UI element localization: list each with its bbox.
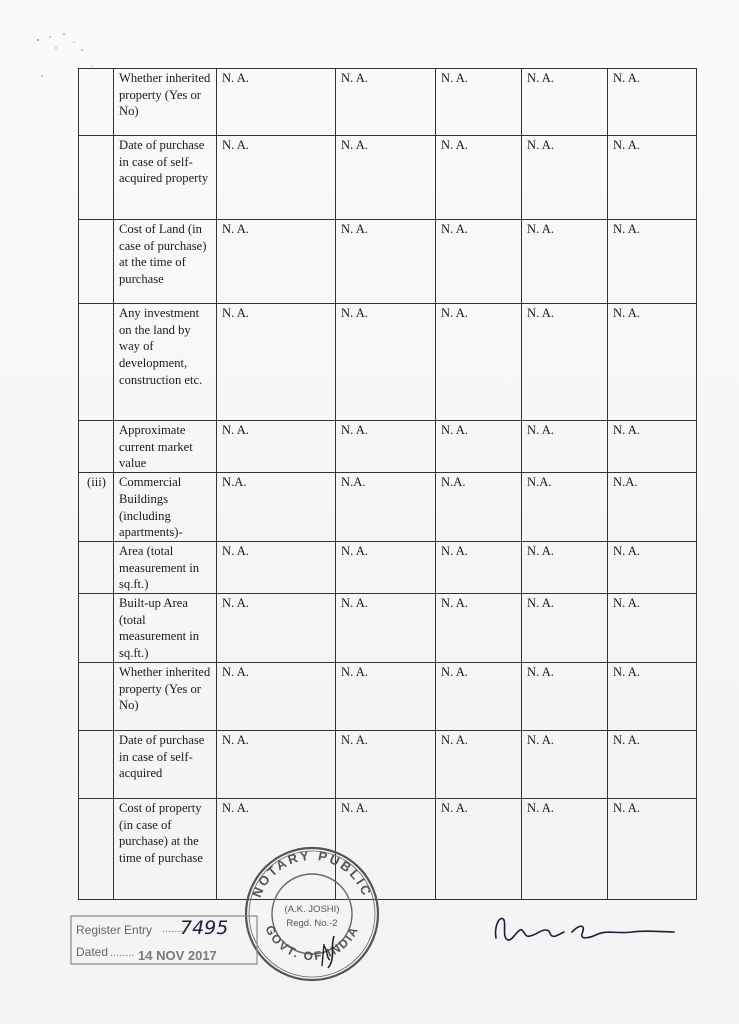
value-cell: N.A. — [522, 473, 608, 542]
value-cell: N. A. — [336, 594, 436, 663]
row-number-cell — [79, 541, 114, 593]
value-cell: N. A. — [608, 798, 697, 899]
row-label-cell: Built-up Area (total measurement in sq.ft.) — [114, 594, 217, 663]
value-cell: N. A. — [608, 136, 697, 220]
value-cell: N. A. — [522, 662, 608, 730]
table-row — [79, 541, 697, 593]
row-label-cell: Any investment on the land by way of development, construction etc. — [114, 304, 217, 421]
register-entry-number: 7495 — [180, 917, 229, 939]
value-cell: N.A. — [608, 473, 697, 542]
value-cell: N. A. — [217, 730, 336, 798]
register-entry-stamp — [70, 912, 260, 968]
dated-value: 14 NOV 2017 — [138, 948, 217, 963]
assets-table-body — [79, 69, 697, 900]
value-cell: N. A. — [436, 220, 522, 304]
row-number-cell — [79, 730, 114, 798]
row-label-cell: Cost of property (in case of purchase) at the time of purchase — [114, 798, 217, 899]
value-cell: N. A. — [436, 730, 522, 798]
value-cell: N. A. — [436, 798, 522, 899]
dated-label: Dated — [76, 945, 109, 959]
seal-outer-text: NOTARY PUBLIC — [248, 847, 376, 900]
value-cell: N. A. — [608, 662, 697, 730]
row-number-cell — [79, 594, 114, 663]
value-cell: N. A. — [217, 69, 336, 136]
row-label-cell: Approximate current market value — [114, 421, 217, 473]
row-number-cell — [79, 69, 114, 136]
value-cell: N. A. — [336, 730, 436, 798]
value-cell: N. A. — [336, 798, 436, 899]
value-cell: N. A. — [336, 662, 436, 730]
value-cell: N. A. — [436, 421, 522, 473]
value-cell: N. A. — [522, 594, 608, 663]
seal-name: (A.K. JOSHI) — [284, 904, 340, 915]
svg-text:........: ........ — [110, 947, 135, 959]
value-cell: N. A. — [217, 798, 336, 899]
row-number-cell — [79, 136, 114, 220]
row-label-cell: Commercial Buildings (including apartments)- — [114, 473, 217, 542]
seal-reg-text: Regd. No.-2 — [286, 918, 338, 929]
register-entry-label: Register Entry — [76, 923, 153, 937]
row-number-cell — [79, 304, 114, 421]
row-number-cell — [79, 220, 114, 304]
row-label-cell: Whether inherited property (Yes or No) — [114, 662, 217, 730]
value-cell: N. A. — [608, 304, 697, 421]
table-row — [79, 594, 697, 663]
table-row — [79, 304, 697, 421]
value-cell: N. A. — [522, 304, 608, 421]
value-cell: N. A. — [608, 220, 697, 304]
row-label-cell: Date of purchase in case of self-acquired property — [114, 136, 217, 220]
value-cell: N. A. — [217, 421, 336, 473]
value-cell: N. A. — [436, 304, 522, 421]
row-label-cell: Cost of Land (in case of purchase) at the time of purchase — [114, 220, 217, 304]
row-label-cell: Area (total measurement in sq.ft.) — [114, 541, 217, 593]
value-cell: N.A. — [217, 473, 336, 542]
value-cell: N. A. — [436, 594, 522, 663]
value-cell: N. A. — [608, 730, 697, 798]
row-number-cell: (iii) — [79, 473, 114, 542]
value-cell: N. A. — [217, 304, 336, 421]
value-cell: N. A. — [522, 136, 608, 220]
notary-seal — [238, 840, 386, 988]
table-row — [79, 421, 697, 473]
value-cell: N. A. — [217, 662, 336, 730]
value-cell: N. A. — [217, 541, 336, 593]
value-cell: N. A. — [522, 730, 608, 798]
deponent-signature — [490, 908, 680, 948]
value-cell: N. A. — [436, 69, 522, 136]
svg-text:.......: ....... — [162, 923, 184, 935]
value-cell: N. A. — [336, 220, 436, 304]
value-cell: N. A. — [522, 220, 608, 304]
value-cell: N. A. — [336, 421, 436, 473]
value-cell: N.A. — [436, 473, 522, 542]
value-cell: N. A. — [336, 69, 436, 136]
value-cell: N. A. — [608, 421, 697, 473]
value-cell: N. A. — [436, 541, 522, 593]
value-cell: N. A. — [522, 421, 608, 473]
row-label-cell: Date of purchase in case of self-acquired — [114, 730, 217, 798]
value-cell: N. A. — [608, 594, 697, 663]
value-cell: N. A. — [217, 594, 336, 663]
table-row — [79, 473, 697, 542]
seal-bottom-text: GOVT. OF INDIA — [262, 923, 362, 964]
table-row — [79, 730, 697, 798]
value-cell: N. A. — [436, 662, 522, 730]
assets-table — [78, 68, 697, 900]
value-cell: N. A. — [522, 541, 608, 593]
value-cell: N.A. — [336, 473, 436, 542]
row-number-cell — [79, 798, 114, 899]
value-cell: N. A. — [217, 220, 336, 304]
value-cell: N. A. — [336, 541, 436, 593]
value-cell: N. A. — [336, 136, 436, 220]
row-number-cell — [79, 421, 114, 473]
table-row — [79, 798, 697, 899]
value-cell: N. A. — [217, 136, 336, 220]
table-row — [79, 662, 697, 730]
value-cell: N. A. — [608, 69, 697, 136]
row-label-cell: Whether inherited property (Yes or No) — [114, 69, 217, 136]
table-row — [79, 136, 697, 220]
value-cell: N. A. — [436, 136, 522, 220]
value-cell: N. A. — [608, 541, 697, 593]
svg-text:GOVT. OF INDIA — [262, 923, 361, 963]
value-cell: N. A. — [336, 304, 436, 421]
table-row — [79, 220, 697, 304]
value-cell: N. A. — [522, 69, 608, 136]
table-row — [79, 69, 697, 136]
value-cell: N. A. — [522, 798, 608, 899]
row-number-cell — [79, 662, 114, 730]
